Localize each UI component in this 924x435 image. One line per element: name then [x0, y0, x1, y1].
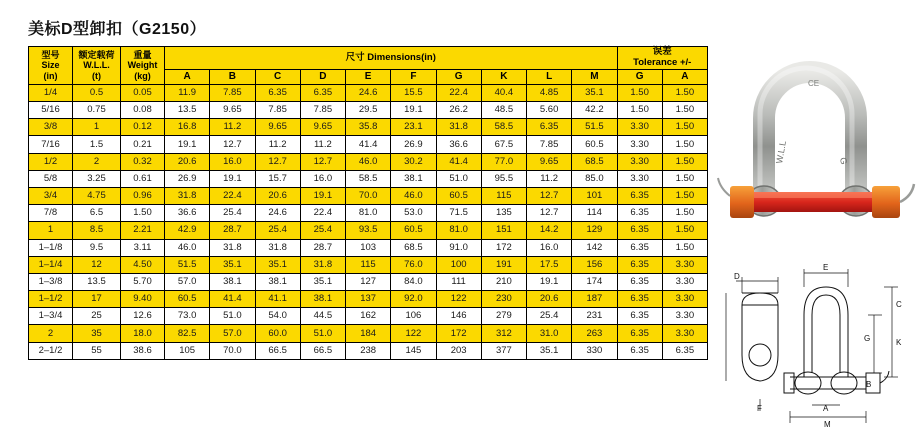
table-cell: 4.75 — [73, 187, 121, 204]
table-cell: 172 — [436, 325, 481, 342]
table-row — [29, 102, 708, 119]
table-row — [29, 308, 708, 325]
table-cell: 13.5 — [73, 273, 121, 290]
table-cell: 85.0 — [572, 170, 617, 187]
table-cell: 9.65 — [527, 153, 572, 170]
svg-text:W.L.L: W.L.L — [774, 139, 788, 165]
table-cell: 38.1 — [391, 170, 436, 187]
table-cell: 111 — [436, 273, 481, 290]
table-cell: 14.2 — [527, 222, 572, 239]
table-cell: 11.2 — [255, 136, 300, 153]
table-cell: 31.8 — [255, 239, 300, 256]
table-cell: 2.21 — [121, 222, 165, 239]
table-cell: 82.5 — [165, 325, 210, 342]
table-cell: 6.35 — [255, 84, 300, 101]
table-cell: 7.85 — [527, 136, 572, 153]
table-cell: 46.0 — [346, 153, 391, 170]
table-cell: 38.1 — [210, 273, 255, 290]
table-cell: 6.35 — [662, 342, 707, 359]
table-cell: 0.5 — [73, 84, 121, 101]
table-cell: 1.50 — [662, 170, 707, 187]
table-cell: 91.0 — [436, 239, 481, 256]
table-cell: 16.0 — [210, 153, 255, 170]
table-cell: 263 — [572, 325, 617, 342]
table-row — [29, 170, 708, 187]
table-cell: 16.0 — [527, 239, 572, 256]
table-cell: 230 — [481, 291, 526, 308]
table-cell: 7.85 — [210, 84, 255, 101]
table-cell: 16.8 — [165, 119, 210, 136]
label-D: D — [734, 272, 740, 281]
table-cell: 1/2 — [29, 153, 73, 170]
table-cell: 35.1 — [210, 256, 255, 273]
table-cell: 3.30 — [617, 170, 662, 187]
table-cell: 6.35 — [617, 342, 662, 359]
table-cell: 18.0 — [121, 325, 165, 342]
table-cell: 1–1/4 — [29, 256, 73, 273]
table-cell: 46.0 — [165, 239, 210, 256]
table-cell: 1.50 — [662, 84, 707, 101]
table-cell: 203 — [436, 342, 481, 359]
table-cell: 7.85 — [255, 102, 300, 119]
table-cell: 6.35 — [617, 239, 662, 256]
table-cell: 36.6 — [436, 136, 481, 153]
table-cell: 2–1/2 — [29, 342, 73, 359]
table-cell: 51.5 — [572, 119, 617, 136]
table-cell: 3/4 — [29, 187, 73, 204]
table-row — [29, 84, 708, 101]
table-head — [29, 47, 708, 85]
table-cell: 145 — [391, 342, 436, 359]
table-cell: 12.7 — [210, 136, 255, 153]
table-cell: 174 — [572, 273, 617, 290]
table-cell: 25.4 — [300, 222, 345, 239]
svg-text:G: G — [838, 156, 850, 166]
table-cell: 1.5 — [73, 136, 121, 153]
table-cell: 23.1 — [391, 119, 436, 136]
header-dim-e: E — [346, 69, 391, 84]
table-cell: 93.5 — [346, 222, 391, 239]
table-cell: 0.08 — [121, 102, 165, 119]
table-row — [29, 205, 708, 222]
table-cell: 51.0 — [210, 308, 255, 325]
table-row — [29, 136, 708, 153]
table-cell: 60.0 — [255, 325, 300, 342]
table-cell: 115 — [481, 187, 526, 204]
table-row — [29, 239, 708, 256]
table-cell: 22.4 — [300, 205, 345, 222]
table-cell: 12 — [73, 256, 121, 273]
table-cell: 3.30 — [662, 256, 707, 273]
table-cell: 35.1 — [572, 84, 617, 101]
table-cell: 3.30 — [662, 291, 707, 308]
header-dim-l: L — [527, 69, 572, 84]
table-cell: 35.1 — [255, 256, 300, 273]
table-cell: 137 — [346, 291, 391, 308]
table-body — [29, 84, 708, 359]
table-cell: 103 — [346, 239, 391, 256]
table-cell: 1.50 — [121, 205, 165, 222]
table-cell: 81.0 — [346, 205, 391, 222]
table-cell: 67.5 — [481, 136, 526, 153]
table-cell: 38.1 — [255, 273, 300, 290]
table-cell: 20.6 — [255, 187, 300, 204]
table-cell: 142 — [572, 239, 617, 256]
table-cell: 187 — [572, 291, 617, 308]
table-cell: 51.5 — [165, 256, 210, 273]
table-cell: 3.30 — [662, 308, 707, 325]
table-cell: 31.8 — [300, 256, 345, 273]
table-cell: 6.35 — [617, 308, 662, 325]
table-cell: 46.0 — [391, 187, 436, 204]
table-cell: 279 — [481, 308, 526, 325]
page-title: 美标D型卸扣（G2150） — [28, 21, 207, 38]
table-cell: 1.50 — [662, 205, 707, 222]
table-cell: 9.65 — [300, 119, 345, 136]
table-cell: 24.6 — [255, 205, 300, 222]
table-cell: 6.35 — [617, 325, 662, 342]
table-cell: 20.6 — [165, 153, 210, 170]
table-header-row-1 — [29, 47, 708, 70]
table-cell: 38.6 — [121, 342, 165, 359]
table-cell: 22.4 — [436, 84, 481, 101]
table-cell: 28.7 — [210, 222, 255, 239]
table-cell: 6.35 — [617, 187, 662, 204]
table-cell: 40.4 — [481, 84, 526, 101]
table-cell: 4.85 — [527, 84, 572, 101]
table-cell: 28.7 — [300, 239, 345, 256]
table-cell: 71.5 — [436, 205, 481, 222]
table-row — [29, 119, 708, 136]
table-cell: 31.8 — [165, 187, 210, 204]
table-cell: 377 — [481, 342, 526, 359]
table-cell: 26.9 — [391, 136, 436, 153]
table-cell: 3/8 — [29, 119, 73, 136]
table-cell: 41.4 — [346, 136, 391, 153]
table-row — [29, 153, 708, 170]
table-cell: 12.6 — [121, 308, 165, 325]
table-cell: 55 — [73, 342, 121, 359]
label-M: M — [824, 420, 831, 429]
table-cell: 19.1 — [165, 136, 210, 153]
header-dim-m: M — [572, 69, 617, 84]
header-weight: 重量 Weight (kg) — [121, 47, 165, 85]
table-cell: 184 — [346, 325, 391, 342]
table-cell: 57.0 — [210, 325, 255, 342]
table-cell: 7/16 — [29, 136, 73, 153]
table-cell: 127 — [346, 273, 391, 290]
table-cell: 2 — [73, 153, 121, 170]
table-cell: 0.32 — [121, 153, 165, 170]
table-cell: 42.2 — [572, 102, 617, 119]
header-size: 型号 Size (in) — [29, 47, 73, 85]
table-row — [29, 273, 708, 290]
table-cell: 12.7 — [527, 187, 572, 204]
table-cell: 238 — [346, 342, 391, 359]
table-cell: 3.30 — [617, 119, 662, 136]
table-cell: 1.50 — [662, 153, 707, 170]
table-cell: 1–1/2 — [29, 291, 73, 308]
table-cell: 51.0 — [300, 325, 345, 342]
table-cell: 231 — [572, 308, 617, 325]
table-cell: 11.2 — [300, 136, 345, 153]
table-cell: 60.5 — [391, 222, 436, 239]
table-cell: 1.50 — [617, 102, 662, 119]
header-tol-g: G — [617, 69, 662, 84]
table-cell: 68.5 — [391, 239, 436, 256]
header-tol-a: A — [662, 69, 707, 84]
table-cell: 5/16 — [29, 102, 73, 119]
table-cell: 41.4 — [210, 291, 255, 308]
table-cell: 8.5 — [73, 222, 121, 239]
table-cell: 1.50 — [617, 84, 662, 101]
header-dim-g: G — [436, 69, 481, 84]
table-cell: 122 — [436, 291, 481, 308]
table-cell: 0.12 — [121, 119, 165, 136]
svg-text:CE: CE — [808, 79, 820, 88]
header-tolerance-group: 误差 Tolerance +/- — [617, 47, 708, 70]
header-dimensions-group: 尺寸 Dimensions(in) — [165, 47, 618, 70]
shackle-spec-table — [28, 46, 708, 360]
table-cell: 6.35 — [617, 256, 662, 273]
table-cell: 51.0 — [436, 170, 481, 187]
table-cell: 9.40 — [121, 291, 165, 308]
table-cell: 3.30 — [617, 136, 662, 153]
table-cell: 4.50 — [121, 256, 165, 273]
table-cell: 41.4 — [436, 153, 481, 170]
header-dim-a: A — [165, 69, 210, 84]
table-cell: 106 — [391, 308, 436, 325]
table-cell: 58.5 — [346, 170, 391, 187]
table-cell: 31.0 — [527, 325, 572, 342]
table-cell: 35.1 — [300, 273, 345, 290]
table-cell: 5.70 — [121, 273, 165, 290]
table-cell: 48.5 — [481, 102, 526, 119]
table-cell: 1.50 — [662, 222, 707, 239]
table-cell: 15.5 — [391, 84, 436, 101]
table-cell: 9.5 — [73, 239, 121, 256]
label-B: B — [866, 380, 872, 389]
table-cell: 19.1 — [210, 170, 255, 187]
label-G: G — [864, 334, 871, 343]
product-photo — [712, 46, 918, 246]
table-cell: 191 — [481, 256, 526, 273]
table-cell: 42.9 — [165, 222, 210, 239]
table-cell: 70.0 — [346, 187, 391, 204]
table-cell: 1.50 — [662, 102, 707, 119]
table-cell: 12.7 — [527, 205, 572, 222]
table-cell: 122 — [391, 325, 436, 342]
table-row — [29, 222, 708, 239]
table-cell: 36.6 — [165, 205, 210, 222]
table-cell: 1.50 — [662, 136, 707, 153]
table-cell: 210 — [481, 273, 526, 290]
table-cell: 73.0 — [165, 308, 210, 325]
table-cell: 60.5 — [572, 136, 617, 153]
table-cell: 151 — [481, 222, 526, 239]
table-cell: 66.5 — [300, 342, 345, 359]
table-cell: 35 — [73, 325, 121, 342]
table-cell: 41.1 — [255, 291, 300, 308]
table-cell: 35.1 — [527, 342, 572, 359]
table-cell: 6.5 — [73, 205, 121, 222]
table-cell: 26.9 — [165, 170, 210, 187]
table-cell: 35.8 — [346, 119, 391, 136]
table-cell: 0.75 — [73, 102, 121, 119]
table-cell: 68.5 — [572, 153, 617, 170]
table-cell: 13.5 — [165, 102, 210, 119]
table-cell: 60.5 — [436, 187, 481, 204]
table-cell: 1.50 — [662, 187, 707, 204]
table-cell: 9.65 — [255, 119, 300, 136]
header-dim-c: C — [255, 69, 300, 84]
table-cell: 6.35 — [617, 291, 662, 308]
table-cell: 17.5 — [527, 256, 572, 273]
table-cell: 115 — [346, 256, 391, 273]
table-cell: 25.4 — [527, 308, 572, 325]
table-row — [29, 187, 708, 204]
table-cell: 1–3/8 — [29, 273, 73, 290]
table-cell: 19.1 — [391, 102, 436, 119]
table-cell: 0.21 — [121, 136, 165, 153]
table-cell: 105 — [165, 342, 210, 359]
table-cell: 57.0 — [165, 273, 210, 290]
table-cell: 6.35 — [617, 222, 662, 239]
table-cell: 146 — [436, 308, 481, 325]
table-cell: 135 — [481, 205, 526, 222]
table-cell: 6.35 — [300, 84, 345, 101]
label-K: K — [896, 338, 902, 347]
table-cell: 162 — [346, 308, 391, 325]
table-cell: 20.6 — [527, 291, 572, 308]
table-cell: 26.2 — [436, 102, 481, 119]
table-cell: 19.1 — [527, 273, 572, 290]
table-cell: 1.50 — [662, 239, 707, 256]
table-cell: 156 — [572, 256, 617, 273]
table-cell: 70.0 — [210, 342, 255, 359]
table-cell: 22.4 — [210, 187, 255, 204]
table-cell: 11.9 — [165, 84, 210, 101]
table-cell: 1–1/8 — [29, 239, 73, 256]
table-row — [29, 256, 708, 273]
table-cell: 129 — [572, 222, 617, 239]
table-cell: 25 — [73, 308, 121, 325]
table-cell: 0.05 — [121, 84, 165, 101]
table-cell: 12.7 — [255, 153, 300, 170]
table-cell: 17 — [73, 291, 121, 308]
table-cell: 11.2 — [210, 119, 255, 136]
table-cell: 38.1 — [300, 291, 345, 308]
table-row — [29, 291, 708, 308]
table-cell: 3.25 — [73, 170, 121, 187]
header-dim-k: K — [481, 69, 526, 84]
table-cell: 31.8 — [436, 119, 481, 136]
technical-drawing — [716, 259, 916, 429]
table-cell: 3.30 — [662, 273, 707, 290]
table-cell: 95.5 — [481, 170, 526, 187]
table-cell: 5/8 — [29, 170, 73, 187]
table-cell: 54.0 — [255, 308, 300, 325]
table-cell: 15.7 — [255, 170, 300, 187]
table-cell: 76.0 — [391, 256, 436, 273]
table-cell: 31.8 — [210, 239, 255, 256]
table-cell: 66.5 — [255, 342, 300, 359]
table-cell: 84.0 — [391, 273, 436, 290]
label-C: C — [896, 300, 902, 309]
table-cell: 29.5 — [346, 102, 391, 119]
table-cell: 44.5 — [300, 308, 345, 325]
table-row — [29, 342, 708, 359]
header-wll: 额定载荷 W.L.L. (t) — [73, 47, 121, 85]
table-cell: 7/8 — [29, 205, 73, 222]
table-cell: 6.35 — [617, 273, 662, 290]
header-dim-d: D — [300, 69, 345, 84]
table-cell: 1/4 — [29, 84, 73, 101]
table-cell: 1 — [29, 222, 73, 239]
table-cell: 114 — [572, 205, 617, 222]
table-cell: 0.61 — [121, 170, 165, 187]
label-E: E — [823, 263, 829, 272]
spec-table-container — [28, 46, 708, 360]
table-cell: 3.30 — [662, 325, 707, 342]
table-cell: 6.35 — [617, 205, 662, 222]
table-cell: 6.35 — [527, 119, 572, 136]
header-dim-b: B — [210, 69, 255, 84]
table-cell: 9.65 — [210, 102, 255, 119]
table-cell: 100 — [436, 256, 481, 273]
table-cell: 60.5 — [165, 291, 210, 308]
table-cell: 77.0 — [481, 153, 526, 170]
table-cell: 58.5 — [481, 119, 526, 136]
table-cell: 81.0 — [436, 222, 481, 239]
table-cell: 19.1 — [300, 187, 345, 204]
table-cell: 11.2 — [527, 170, 572, 187]
table-cell: 12.7 — [300, 153, 345, 170]
table-cell: 30.2 — [391, 153, 436, 170]
label-A: A — [823, 404, 829, 413]
table-cell: 25.4 — [210, 205, 255, 222]
table-cell: 312 — [481, 325, 526, 342]
table-cell: 101 — [572, 187, 617, 204]
table-cell: 1.50 — [662, 119, 707, 136]
table-cell: 172 — [481, 239, 526, 256]
table-cell: 0.96 — [121, 187, 165, 204]
table-cell: 3.11 — [121, 239, 165, 256]
table-cell: 2 — [29, 325, 73, 342]
table-cell: 330 — [572, 342, 617, 359]
table-cell: 92.0 — [391, 291, 436, 308]
table-cell: 3.30 — [617, 153, 662, 170]
table-cell: 24.6 — [346, 84, 391, 101]
table-cell: 1–3/4 — [29, 308, 73, 325]
table-cell: 7.85 — [300, 102, 345, 119]
table-cell: 1 — [73, 119, 121, 136]
table-row — [29, 325, 708, 342]
table-cell: 53.0 — [391, 205, 436, 222]
table-cell: 25.4 — [255, 222, 300, 239]
table-cell: 16.0 — [300, 170, 345, 187]
label-F: F — [757, 404, 762, 413]
header-dim-f: F — [391, 69, 436, 84]
table-cell: 5.60 — [527, 102, 572, 119]
